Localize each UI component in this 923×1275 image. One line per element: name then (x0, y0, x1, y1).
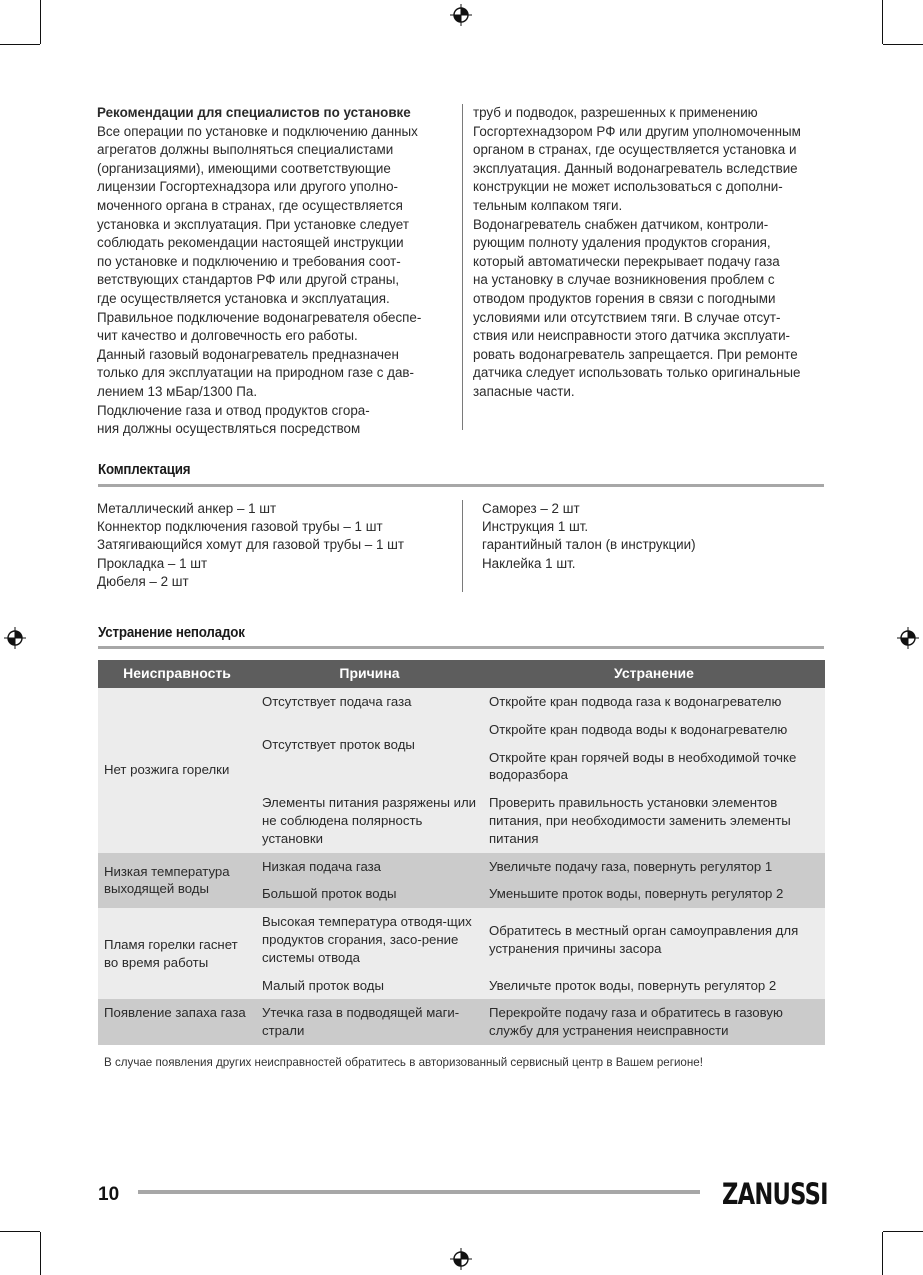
text-line: датчика следует использовать только оригинальные (473, 365, 801, 381)
table-row (98, 908, 825, 971)
text-line: агрегатов должны выполняться специалистами (97, 142, 394, 158)
kit-item: Инструкция 1 шт. (482, 519, 589, 535)
table-header-row (98, 660, 825, 688)
troubleshooting-section-title: Устранение неполадок (98, 625, 245, 641)
column-divider (462, 500, 463, 592)
kit-item: Коннектор подключения газовой трубы – 1 шт (97, 519, 383, 535)
intro-right-column (473, 104, 825, 402)
fault-cell: Появление запаха газа (98, 999, 256, 1045)
text-line: Все операции по установке и подключению данных (97, 123, 418, 139)
kit-list-right (482, 500, 696, 573)
intro-left-column (97, 104, 449, 439)
fault-cell: Низкая температура выходящей воды (98, 853, 256, 909)
remedy-cell: Проверить правильность установки элементов питания, при необходимости заменить элементы питания (483, 789, 825, 852)
cause-cell: Отсутствует проток воды (256, 716, 483, 789)
text-line: чит качество и долговечность его работы. (97, 328, 358, 344)
text-line: тельным колпаком тяги. (473, 197, 623, 213)
remedy-cell: Откройте кран горячей воды в необходимой точке водоразбора (483, 744, 825, 790)
text-line: только для эксплуатации на природном газе с дав- (97, 365, 414, 381)
crop-mark (882, 1232, 883, 1275)
remedy-cell: Уменьшите проток воды, повернуть регулятор 2 (483, 880, 825, 908)
crop-mark (0, 44, 40, 45)
intro-heading: Рекомендации для специалистов по установке (97, 105, 411, 120)
remedy-cell: Обратитесь в местный орган самоуправления для устранения причины засора (483, 908, 825, 971)
text-line: по установке и подключению и требования соот- (97, 253, 401, 269)
registration-mark-icon (4, 627, 26, 649)
kit-item: Затягивающийся хомут для газовой трубы – 1 шт (97, 537, 405, 553)
kit-item: гарантийный талон (в инструкции) (482, 537, 696, 553)
text-line: Данный газовый водонагреватель предназначен (97, 346, 399, 362)
kit-item: Наклейка 1 шт. (482, 555, 576, 571)
text-line: Госгортехнадзором РФ или другим уполномоченным (473, 123, 801, 139)
crop-mark (40, 1232, 41, 1275)
page-number: 10 (98, 1184, 120, 1205)
kit-section-title: Комплектация (98, 462, 191, 478)
text-line: который автоматически перекрывает подачу газа (473, 253, 780, 269)
fault-cell: Нет розжига горелки (98, 688, 256, 853)
remedy-cell: Откройте кран подвода воды к водонагревателю (483, 716, 825, 744)
text-line: лицензии Госгортехнадзора или другого уполно- (97, 179, 399, 195)
cause-cell: Элементы питания разряжены или не соблюдена полярность установки (256, 789, 483, 852)
kit-item: Металлический анкер – 1 шт (97, 501, 277, 516)
text-line: ветствующих стандартов РФ или другой страны, (97, 272, 400, 288)
cause-cell: Низкая подача газа (256, 853, 483, 881)
text-line: установка и эксплуатация. При установке следует (97, 216, 409, 232)
crop-mark (883, 44, 923, 45)
text-line: лением 13 мБар/1300 Па. (97, 383, 258, 399)
cause-cell: Утечка газа в подводящей маги-страли (256, 999, 483, 1045)
section-rule (98, 646, 824, 649)
cause-cell: Большой проток воды (256, 880, 483, 908)
cause-cell: Высокая температура отводя-щих продуктов сгорания, засо-рение системы отвода (256, 908, 483, 971)
crop-mark (882, 0, 883, 44)
text-line: ровать водонагреватель запрещается. При ремонте (473, 346, 798, 362)
text-line: запасные части. (473, 383, 575, 399)
text-line: конструкции не может использоваться с дополни- (473, 179, 783, 195)
crop-mark (40, 0, 41, 44)
registration-mark-icon (897, 627, 919, 649)
text-line: рующим полноту удаления продуктов сгорания, (473, 235, 771, 251)
text-line: на установку в случае возникновения проблем с (473, 272, 775, 288)
text-line: условиями или отсутствием тяги. В случае отсут- (473, 309, 781, 325)
footer-rule (138, 1190, 700, 1194)
fault-cell: Пламя горелки гаснет во время работы (98, 908, 256, 999)
kit-list-left (97, 500, 404, 591)
registration-mark-icon (450, 4, 472, 26)
kit-item: Саморез – 2 шт (482, 501, 580, 516)
text-line: Подключение газа и отвод продуктов сгора- (97, 402, 370, 418)
text-line: моченного органа в странах, где осуществляется (97, 197, 403, 213)
text-line: органом в странах, где осуществляется установка и (473, 142, 797, 158)
table-row (98, 688, 825, 716)
text-line: Правильное подключение водонагревателя обеспе- (97, 309, 422, 325)
cause-cell: Малый проток воды (256, 972, 483, 1000)
text-line: труб и подводок, разрешенных к применению (473, 105, 758, 120)
text-line: ния должны осуществляться посредством (97, 421, 361, 437)
column-header: Неисправность (98, 660, 256, 688)
table-row (98, 999, 825, 1045)
troubleshooting-table (98, 660, 825, 1045)
column-divider (462, 104, 463, 430)
text-line: отводом продуктов горения в связи с погодными (473, 290, 776, 306)
remedy-cell: Увеличьте подачу газа, повернуть регулятор 1 (483, 853, 825, 881)
crop-mark (883, 1231, 923, 1232)
kit-item: Дюбеля – 2 шт (97, 573, 189, 589)
section-rule (98, 484, 824, 487)
registration-mark-icon (450, 1248, 472, 1270)
remedy-cell: Увеличьте проток воды, повернуть регулятор 2 (483, 972, 825, 1000)
text-line: где осуществляется установка и эксплуатация. (97, 290, 390, 306)
column-header: Причина (256, 660, 483, 688)
kit-item: Прокладка – 1 шт (97, 555, 208, 571)
table-row (98, 853, 825, 881)
text-line: соблюдать рекомендации настоящей инструкции (97, 235, 404, 251)
cause-cell: Отсутствует подача газа (256, 688, 483, 716)
remedy-cell: Откройте кран подвода газа к водонагревателю (483, 688, 825, 716)
crop-mark (0, 1231, 40, 1232)
service-note: В случае появления других неисправностей обратитесь в авторизованный сервисный центр в Вашем регионе! (104, 1056, 703, 1069)
remedy-cell: Перекройте подачу газа и обратитесь в газовую службу для устранения неисправности (483, 999, 825, 1045)
text-line: (организациями), имеющими соответствующие (97, 160, 391, 176)
brand-logo: ZANUSSI (722, 1177, 828, 1211)
text-line: Водонагреватель снабжен датчиком, контроли- (473, 216, 769, 232)
column-header: Устранение (483, 660, 825, 688)
text-line: ствия или неисправности этого датчика эксплуати- (473, 328, 791, 344)
text-line: эксплуатация. Данный водонагреватель вследствие (473, 160, 798, 176)
